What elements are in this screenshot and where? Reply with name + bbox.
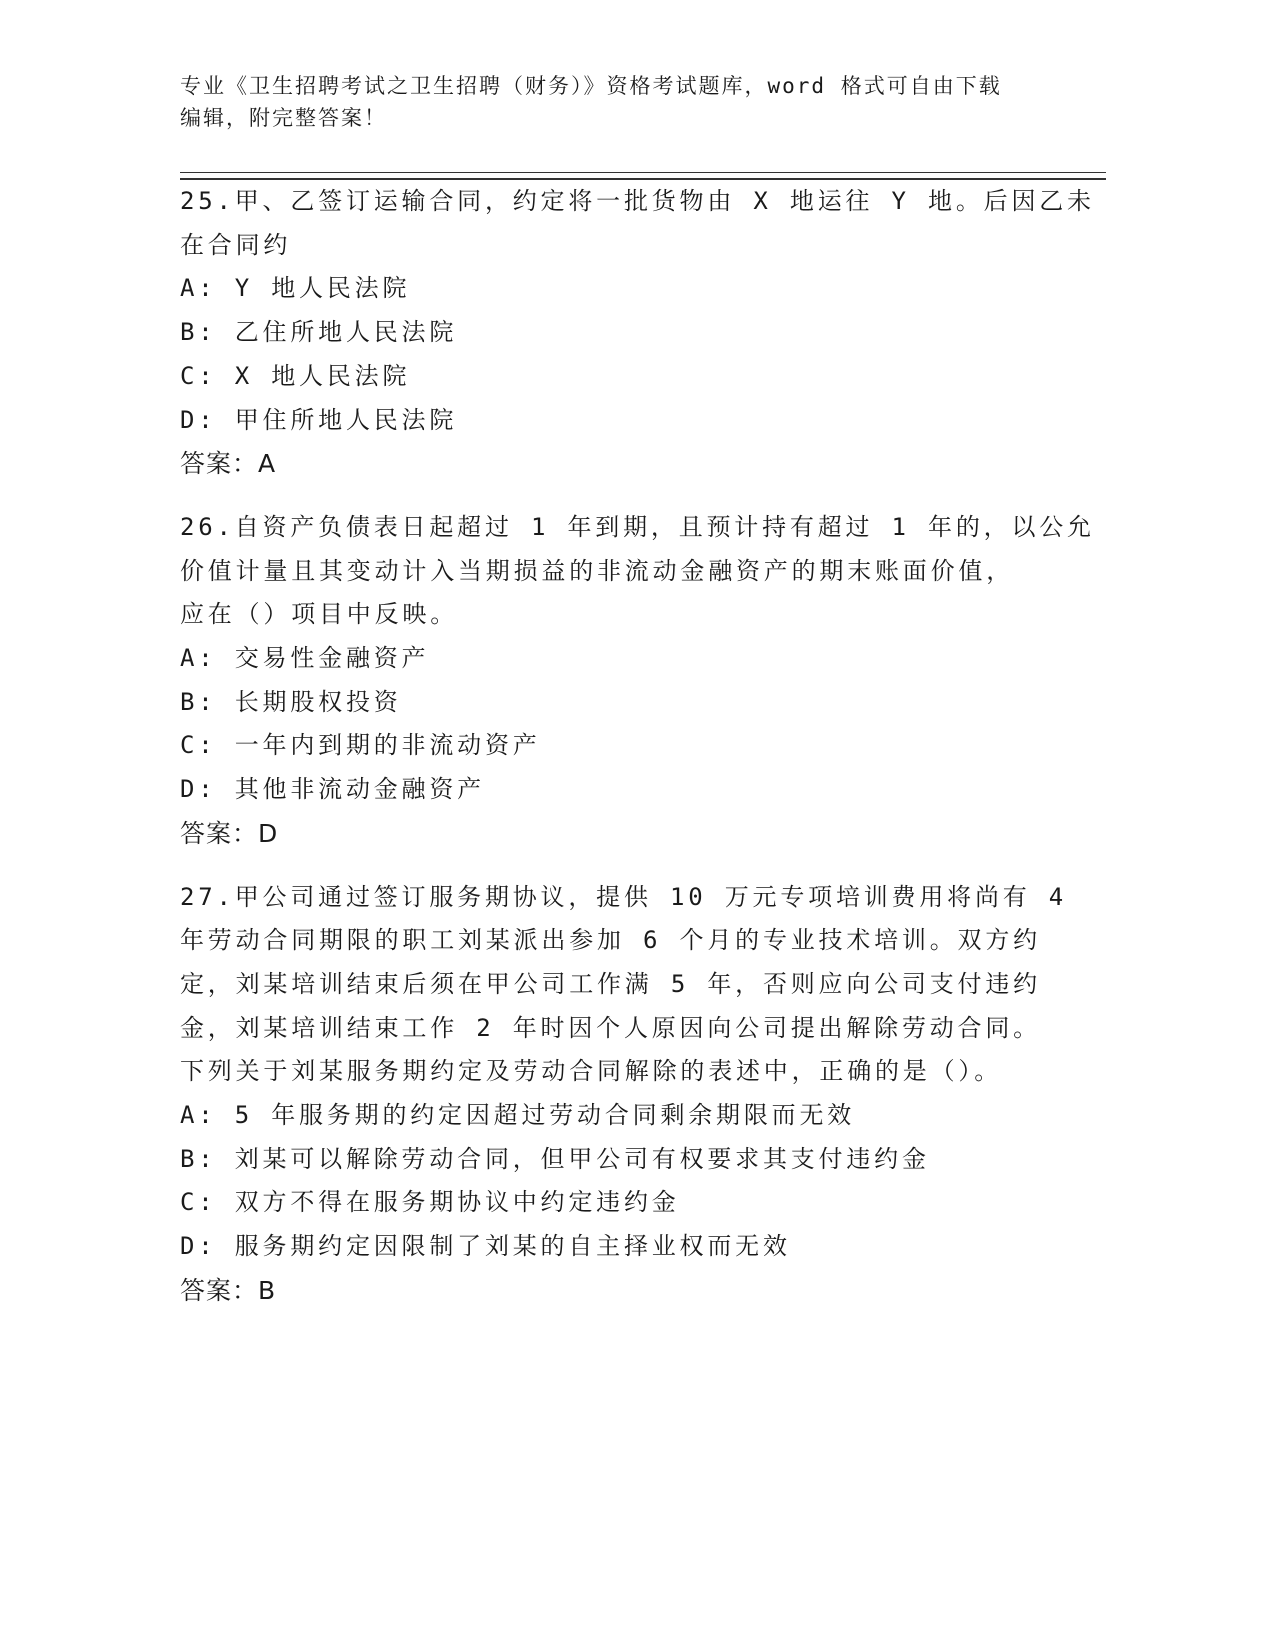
option-a: A: 5 年服务期的约定因超过劳动合同剩余期限而无效 [180,1101,856,1130]
question-25 [180,180,1095,486]
question-stem: 下列关于刘某服务期约定及劳动合同解除的表述中，正确的是（）。 [180,1057,1002,1086]
question-27 [180,876,1080,1313]
option-c: C: 一年内到期的非流动资产 [180,731,541,760]
option-b: B: 长期股权投资 [180,687,402,716]
question-stem: 年劳动合同期限的职工刘某派出参加 6 个月的专业技术培训。双方约 [180,926,1041,955]
header-line-2: 编辑，附完整答案！ [180,106,387,130]
question-stem: 价值计量且其变动计入当期损益的非流动金融资产的期末账面价值， [180,556,1014,585]
question-stem: 定，刘某培训结束后须在甲公司工作满 5 年，否则应向公司支付违约 [180,969,1041,998]
option-b: B: 乙住所地人民法院 [180,318,458,347]
option-c: C: 双方不得在服务期协议中约定违约金 [180,1188,680,1217]
option-c: C: X 地人民法院 [180,361,411,390]
answer: 答案：A [180,449,277,479]
option-d: D: 甲住所地人民法院 [180,405,458,434]
option-a: A: Y 地人民法院 [180,274,411,303]
answer: 答案：D [180,818,279,848]
question-26 [180,506,1095,856]
question-stem: 26.自资产负债表日起超过 1 年到期，且预计持有超过 1 年的，以公允 [180,512,1095,541]
option-b: B: 刘某可以解除劳动合同，但甲公司有权要求其支付违约金 [180,1144,930,1173]
question-list [180,180,1095,1333]
option-a: A: 交易性金融资产 [180,644,430,673]
question-stem: 27.甲公司通过签订服务期协议，提供 10 万元专项培训费用将尚有 4 [180,882,1068,911]
option-d: D: 其他非流动金融资产 [180,775,485,804]
header-line-1: 专业《卫生招聘考试之卫生招聘（财务）》资格考试题库，word 格式可自由下载 [180,74,1002,98]
document-header [180,70,1080,134]
question-stem: 在合同约 [180,230,292,259]
option-d: D: 服务期约定因限制了刘某的自主择业权而无效 [180,1232,791,1261]
question-stem: 金，刘某培训结束工作 2 年时因个人原因向公司提出解除劳动合同。 [180,1013,1041,1042]
question-stem: 应在（）项目中反映。 [180,600,458,629]
header-divider-thin [180,172,1106,173]
answer: 答案：B [180,1275,277,1305]
question-stem: 25.甲、乙签订运输合同，约定将一批货物由 X 地运往 Y 地。后因乙未 [180,187,1095,215]
